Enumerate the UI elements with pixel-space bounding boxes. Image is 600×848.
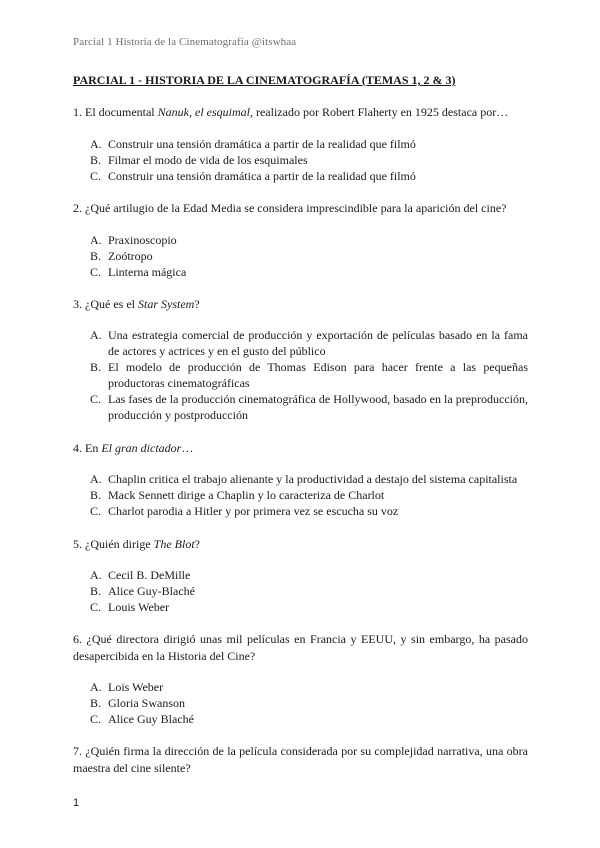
option-b: B. El modelo de producción de Thomas Edison para hacer frente a las pequeñas productoras cinematográficas (90, 360, 528, 390)
option-c: C. Linterna mágica (90, 265, 187, 279)
question-1-options (90, 136, 528, 184)
question-2-options (90, 232, 528, 280)
option-c: C. Charlot parodia a Hitler y por primera vez se escucha su voz (90, 504, 399, 518)
question-4-options (90, 471, 528, 519)
page-header: Parcial 1 Historia de la Cinematografía @itswhaa (73, 36, 297, 48)
option-c: C. Las fases de la producción cinematográfica de Hollywood, basado en la preproducción, producción y postproducción (90, 392, 528, 422)
option-b: B. Filmar el modo de vida de los esquimales (90, 153, 308, 167)
document-title: PARCIAL 1 - HISTORIA DE LA CINEMATOGRAFÍA (TEMAS 1, 2 & 3) (73, 73, 456, 87)
option-b: B. Zoótropo (90, 249, 153, 263)
option-b: B. Alice Guy-Blaché (90, 584, 195, 598)
question-1: 1. El documental Nanuk, el esquimal, realizado por Robert Flaherty en 1925 destaca por… (73, 105, 509, 119)
option-a: A. Chaplin critica el trabajo alienante y la productividad a destajo del sistema capitalista (90, 472, 518, 486)
option-c: C. Construir una tensión dramática a partir de la realidad que filmó (90, 169, 416, 183)
option-c: C. Alice Guy Blaché (90, 712, 194, 726)
question-2: 2. ¿Qué artilugio de la Edad Media se considera imprescindible para la aparición del cine? (73, 201, 507, 215)
page-number: 1 (73, 797, 80, 809)
question-6: 6. ¿Qué directora dirigió unas mil películas en Francia y EEUU, y sin embargo, ha pasado desapercibida en la Historia del Cine? (73, 632, 528, 663)
option-b: B. Gloria Swanson (90, 696, 185, 710)
option-c: C. Louis Weber (90, 600, 170, 614)
option-a: A. Una estrategia comercial de producción y exportación de películas basado en la fama de actores y actrices y en el gusto del público (90, 328, 528, 358)
question-5-options (90, 567, 528, 615)
option-a: A. Cecil B. DeMille (90, 568, 191, 582)
option-b: B. Mack Sennett dirige a Chaplin y lo caracteriza de Charlot (90, 488, 385, 502)
question-4: 4. En El gran dictador… (73, 441, 194, 455)
question-6-options (90, 679, 528, 727)
question-7: 7. ¿Quién firma la dirección de la película considerada por su complejidad narrativa, una obra maestra del cine silente? (73, 744, 528, 775)
option-a: A. Praxinoscopio (90, 233, 177, 247)
question-5: 5. ¿Quién dirige The Blot? (73, 537, 200, 551)
question-3-options (90, 327, 528, 423)
option-a: A. Lois Weber (90, 680, 164, 694)
question-3: 3. ¿Qué es el Star System? (73, 297, 200, 311)
option-a: A. Construir una tensión dramática a partir de la realidad que filmó (90, 137, 416, 151)
